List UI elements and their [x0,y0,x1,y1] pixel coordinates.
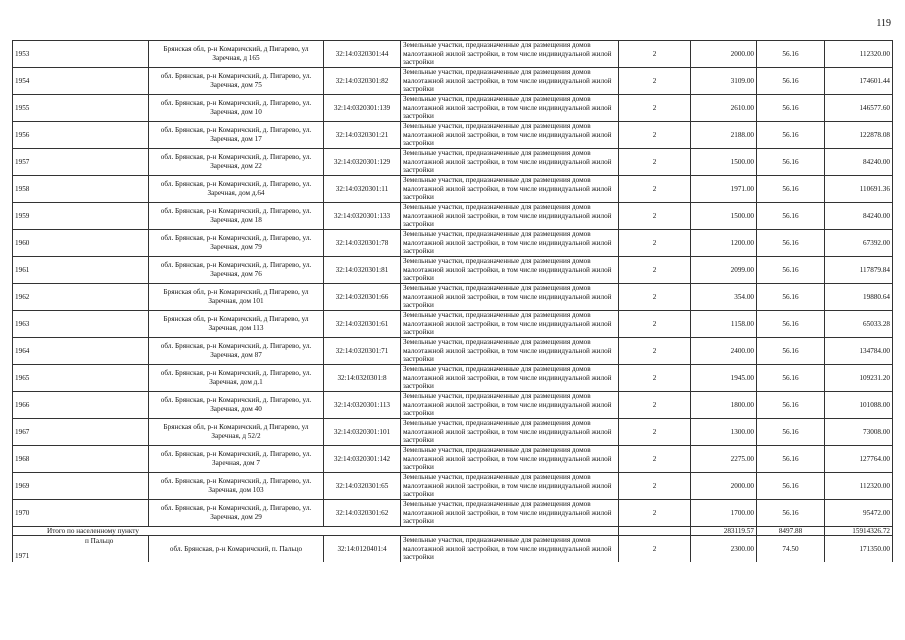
row-group-code: 2 [619,284,691,311]
row-area: 1200.00 [691,230,757,257]
row-specific-value: 56.16 [757,230,825,257]
row-cadastral-value: 117879.84 [825,257,893,284]
row-permitted-use: Земельные участки, предназначенные для размещения домов малоэтажной жилой застройки, в том числе индивидуальной жилой застройки [401,230,619,257]
row-address: обл. Брянская, р-н Комаричский, д. Пигарево, ул. Заречная, дом 87 [149,338,324,365]
land-parcels-table [12,40,893,562]
table-row [13,149,893,176]
row-address: Брянская обл, р-н Комаричский, д Пигарево, ул Заречная, д 52/2 [149,419,324,446]
table-row [13,365,893,392]
row-address: обл. Брянская, р-н Комаричский, д. Пигарево, ул. Заречная, дом 29 [149,500,324,527]
table-row [13,68,893,95]
row-group-code: 2 [619,203,691,230]
row-number: 1969 [13,473,149,500]
row-cadastral-number: 32:14:0320301:44 [324,41,401,68]
row-cadastral-value: 174601.44 [825,68,893,95]
subtotal-area: 283119.57 [691,527,757,536]
row-address: обл. Брянская, р-н Комаричский, п. Пальцо [149,536,324,563]
row-permitted-use: Земельные участки, предназначенные для размещения домов малоэтажной жилой застройки, в том числе индивидуальной жилой застройки [401,122,619,149]
row-permitted-use: Земельные участки, предназначенные для размещения домов малоэтажной жилой застройки, в том числе индивидуальной жилой застройки [401,95,619,122]
locality-row [13,536,893,563]
row-permitted-use: Земельные участки, предназначенные для размещения домов малоэтажной жилой застройки, в том числе индивидуальной жилой застройки [401,68,619,95]
row-permitted-use: Земельные участки, предназначенные для размещения домов малоэтажной жилой застройки, в том числе индивидуальной жилой застройки [401,536,619,563]
row-permitted-use: Земельные участки, предназначенные для размещения домов малоэтажной жилой застройки, в том числе индивидуальной жилой застройки [401,203,619,230]
row-cadastral-number: 32:14:0120401:4 [324,536,401,563]
table-row [13,419,893,446]
row-area: 1500.00 [691,203,757,230]
row-number: 1962 [13,284,149,311]
subtotal-row [13,527,893,536]
row-address: обл. Брянская, р-н Комаричский, д. Пигарево, ул. Заречная, дом 10 [149,95,324,122]
row-cadastral-value: 19880.64 [825,284,893,311]
row-number: 1957 [13,149,149,176]
row-number: 1964 [13,338,149,365]
row-group-code: 2 [619,68,691,95]
row-area: 2300.00 [691,536,757,563]
row-number [13,536,149,563]
row-address: Брянская обл, р-н Комаричский, д Пигарево, ул Заречная, дом 113 [149,311,324,338]
row-area: 354.00 [691,284,757,311]
row-permitted-use: Земельные участки, предназначенные для размещения домов малоэтажной жилой застройки, в том числе индивидуальной жилой застройки [401,392,619,419]
row-cadastral-value: 65033.28 [825,311,893,338]
row-group-code: 2 [619,257,691,284]
row-permitted-use: Земельные участки, предназначенные для размещения домов малоэтажной жилой застройки, в том числе индивидуальной жилой застройки [401,419,619,446]
row-specific-value: 56.16 [757,149,825,176]
row-number: 1955 [13,95,149,122]
row-address: обл. Брянская, р-н Комаричский, д. Пигарево, ул. Заречная, дом 17 [149,122,324,149]
row-area: 1971.00 [691,176,757,203]
row-address: обл. Брянская, р-н Комаричский, д. Пигарево, ул. Заречная, дом д.1 [149,365,324,392]
row-permitted-use: Земельные участки, предназначенные для размещения домов малоэтажной жилой застройки, в том числе индивидуальной жилой застройки [401,149,619,176]
row-specific-value: 56.16 [757,95,825,122]
row-area: 2188.00 [691,122,757,149]
row-group-code: 2 [619,419,691,446]
row-cadastral-number: 32:14:0320301:82 [324,68,401,95]
row-cadastral-value: 110691.36 [825,176,893,203]
row-cadastral-number: 32:14:0320301:62 [324,500,401,527]
row-cadastral-number: 32:14:0320301:129 [324,149,401,176]
row-specific-value: 56.16 [757,122,825,149]
row-area: 1158.00 [691,311,757,338]
table-row [13,473,893,500]
row-address: обл. Брянская, р-н Комаричский, д. Пигарево, ул. Заречная, дом 75 [149,68,324,95]
row-group-code: 2 [619,446,691,473]
row-cadastral-value: 84240.00 [825,203,893,230]
row-address: обл. Брянская, р-н Комаричский, д. Пигарево, ул. Заречная, дом 40 [149,392,324,419]
row-permitted-use: Земельные участки, предназначенные для размещения домов малоэтажной жилой застройки, в том числе индивидуальной жилой застройки [401,284,619,311]
row-number: 1961 [13,257,149,284]
row-permitted-use: Земельные участки, предназначенные для размещения домов малоэтажной жилой застройки, в том числе индивидуальной жилой застройки [401,446,619,473]
row-address: обл. Брянская, р-н Комаричский, д. Пигарево, ул. Заречная, дом 79 [149,230,324,257]
row-cadastral-value: 146577.60 [825,95,893,122]
row-specific-value: 74.50 [757,536,825,563]
row-area: 1800.00 [691,392,757,419]
row-address: Брянская обл, р-н Комаричский, д Пигарево, ул Заречная, д 165 [149,41,324,68]
row-specific-value: 56.16 [757,473,825,500]
row-cadastral-value: 84240.00 [825,149,893,176]
table-row [13,176,893,203]
row-cadastral-value: 73008.00 [825,419,893,446]
row-cadastral-number: 32:14:0320301:21 [324,122,401,149]
table-row [13,203,893,230]
page-number: 119 [876,18,891,29]
row-cadastral-value: 127764.00 [825,446,893,473]
row-permitted-use: Земельные участки, предназначенные для размещения домов малоэтажной жилой застройки, в том числе индивидуальной жилой застройки [401,365,619,392]
table-row [13,122,893,149]
row-cadastral-value: 67392.00 [825,230,893,257]
table-row [13,95,893,122]
table-row [13,41,893,68]
row-specific-value: 56.16 [757,338,825,365]
row-cadastral-value: 109231.20 [825,365,893,392]
row-group-code: 2 [619,392,691,419]
row-cadastral-number: 32:14:0320301:66 [324,284,401,311]
row-cadastral-value: 122878.08 [825,122,893,149]
row-number: 1968 [13,446,149,473]
row-area: 1500.00 [691,149,757,176]
row-address: Брянская обл, р-н Комаричский, д Пигарево, ул Заречная, дом 101 [149,284,324,311]
row-cadastral-value: 134784.00 [825,338,893,365]
row-number: 1963 [13,311,149,338]
row-area: 1945.00 [691,365,757,392]
row-address: обл. Брянская, р-н Комаричский, д. Пигарево, ул. Заречная, дом д.64 [149,176,324,203]
row-address: обл. Брянская, р-н Комаричский, д. Пигарево, ул. Заречная, дом 18 [149,203,324,230]
row-cadastral-number: 32:14:0320301:113 [324,392,401,419]
row-cadastral-number: 32:14:0320301:8 [324,365,401,392]
row-permitted-use: Земельные участки, предназначенные для размещения домов малоэтажной жилой застройки, в том числе индивидуальной жилой застройки [401,41,619,68]
row-specific-value: 56.16 [757,446,825,473]
row-cadastral-number: 32:14:0320301:71 [324,338,401,365]
table-row [13,500,893,527]
row-cadastral-value: 112320.00 [825,41,893,68]
row-specific-value: 56.16 [757,68,825,95]
table-row [13,284,893,311]
table-footer [13,527,893,563]
row-group-code: 2 [619,365,691,392]
row-cadastral-number: 32:14:0320301:101 [324,419,401,446]
row-group-code: 2 [619,149,691,176]
row-specific-value: 56.16 [757,203,825,230]
row-number: 1959 [13,203,149,230]
row-number: 1970 [13,500,149,527]
subtotal-empty [619,527,691,536]
row-number-value: 1971 [15,552,30,560]
row-area: 2610.00 [691,95,757,122]
row-cadastral-number: 32:14:0320301:78 [324,230,401,257]
row-area: 2099.00 [691,257,757,284]
row-cadastral-number: 32:14:0320301:142 [324,446,401,473]
row-area: 2400.00 [691,338,757,365]
row-permitted-use: Земельные участки, предназначенные для размещения домов малоэтажной жилой застройки, в том числе индивидуальной жилой застройки [401,257,619,284]
row-address: обл. Брянская, р-н Комаричский, д. Пигарево, ул. Заречная, дом 7 [149,446,324,473]
row-group-code: 2 [619,473,691,500]
row-cadastral-number: 32:14:0320301:133 [324,203,401,230]
table-row [13,446,893,473]
row-group-code: 2 [619,176,691,203]
row-cadastral-number: 32:14:0320301:139 [324,95,401,122]
row-permitted-use: Земельные участки, предназначенные для размещения домов малоэтажной жилой застройки, в том числе индивидуальной жилой застройки [401,176,619,203]
row-area: 2275.00 [691,446,757,473]
row-cadastral-number: 32:14:0320301:81 [324,257,401,284]
row-area: 2000.00 [691,41,757,68]
row-number: 1954 [13,68,149,95]
row-number: 1953 [13,41,149,68]
row-group-code: 2 [619,338,691,365]
row-group-code: 2 [619,122,691,149]
row-group-code: 2 [619,536,691,563]
row-cadastral-value: 101088.00 [825,392,893,419]
table-row [13,311,893,338]
row-permitted-use: Земельные участки, предназначенные для размещения домов малоэтажной жилой застройки, в том числе индивидуальной жилой застройки [401,500,619,527]
table-row [13,257,893,284]
row-cadastral-value: 171350.00 [825,536,893,563]
row-area: 3109.00 [691,68,757,95]
row-address: обл. Брянская, р-н Комаричский, д. Пигарево, ул. Заречная, дом 76 [149,257,324,284]
row-cadastral-number: 32:14:0320301:61 [324,311,401,338]
row-specific-value: 56.16 [757,311,825,338]
row-cadastral-number: 32:14:0320301:65 [324,473,401,500]
locality-name: п Пальцо [85,537,114,546]
row-group-code: 2 [619,41,691,68]
subtotal-specific-value: 8497.88 [757,527,825,536]
table-row [13,338,893,365]
row-cadastral-value: 112320.00 [825,473,893,500]
row-permitted-use: Земельные участки, предназначенные для размещения домов малоэтажной жилой застройки, в том числе индивидуальной жилой застройки [401,338,619,365]
row-number: 1966 [13,392,149,419]
row-group-code: 2 [619,230,691,257]
row-number: 1965 [13,365,149,392]
row-specific-value: 56.16 [757,419,825,446]
row-address: обл. Брянская, р-н Комаричский, д. Пигарево, ул. Заречная, дом 22 [149,149,324,176]
row-specific-value: 56.16 [757,365,825,392]
table-body [13,41,893,527]
table-row [13,392,893,419]
row-permitted-use: Земельные участки, предназначенные для размещения домов малоэтажной жилой застройки, в том числе индивидуальной жилой застройки [401,311,619,338]
row-specific-value: 56.16 [757,257,825,284]
row-specific-value: 56.16 [757,41,825,68]
subtotal-label: Итого по населенному пункту [13,527,619,536]
row-area: 1300.00 [691,419,757,446]
row-specific-value: 56.16 [757,392,825,419]
row-group-code: 2 [619,311,691,338]
row-permitted-use: Земельные участки, предназначенные для размещения домов малоэтажной жилой застройки, в том числе индивидуальной жилой застройки [401,473,619,500]
row-number: 1967 [13,419,149,446]
row-address: обл. Брянская, р-н Комаричский, д. Пигарево, ул. Заречная, дом 103 [149,473,324,500]
row-cadastral-number: 32:14:0320301:11 [324,176,401,203]
row-group-code: 2 [619,95,691,122]
row-number: 1960 [13,230,149,257]
row-area: 2000.00 [691,473,757,500]
row-specific-value: 56.16 [757,500,825,527]
row-specific-value: 56.16 [757,284,825,311]
row-number: 1958 [13,176,149,203]
row-group-code: 2 [619,500,691,527]
row-cadastral-value: 95472.00 [825,500,893,527]
row-area: 1700.00 [691,500,757,527]
subtotal-cadastral-value: 15914326.72 [825,527,893,536]
row-number: 1956 [13,122,149,149]
table-row [13,230,893,257]
row-specific-value: 56.16 [757,176,825,203]
